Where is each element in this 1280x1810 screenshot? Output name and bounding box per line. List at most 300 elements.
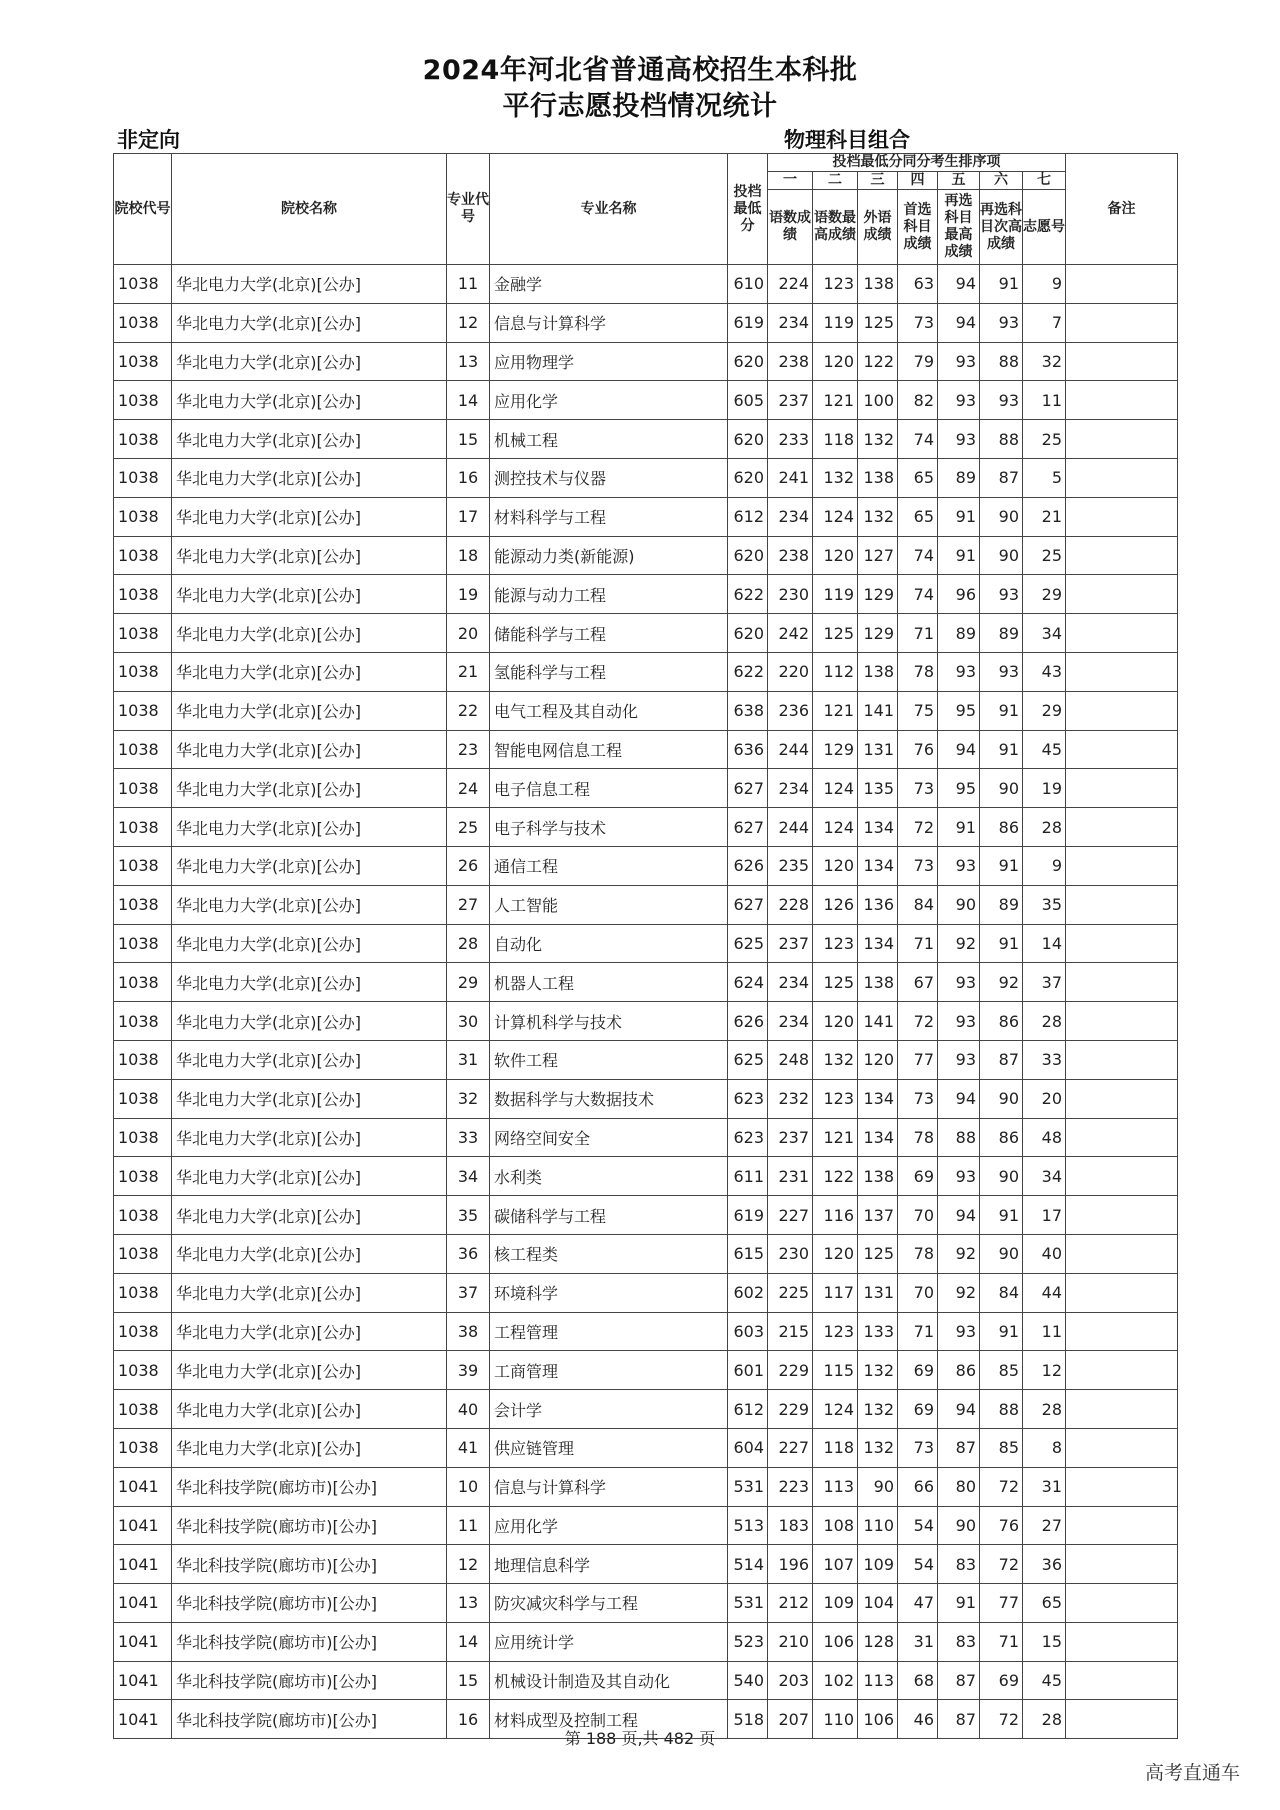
table-row xyxy=(114,808,1178,847)
cell-school-name: 华北电力大学(北京)[公办] xyxy=(172,808,447,847)
cell-school-name: 华北电力大学(北京)[公办] xyxy=(172,963,447,1002)
cell-choice-no: 28 xyxy=(1023,1390,1066,1429)
cell-score-2: 120 xyxy=(813,536,858,575)
cell-score-2: 123 xyxy=(813,924,858,963)
cell-score-4: 74 xyxy=(898,575,938,614)
cell-score-5: 89 xyxy=(938,458,980,497)
cell-score-1: 238 xyxy=(768,536,813,575)
cell-major-code: 28 xyxy=(447,924,490,963)
cell-major-name: 能源动力类(新能源) xyxy=(490,536,728,575)
cell-score-4: 77 xyxy=(898,1040,938,1079)
cell-score-3: 125 xyxy=(858,303,898,342)
cell-score-2: 106 xyxy=(813,1622,858,1661)
table-row xyxy=(114,1467,1178,1506)
cell-score-1: 237 xyxy=(768,381,813,420)
cell-note xyxy=(1066,1584,1178,1623)
cell-score-5: 91 xyxy=(938,536,980,575)
cell-score-1: 241 xyxy=(768,458,813,497)
cell-score-4: 74 xyxy=(898,536,938,575)
cell-major-name: 工程管理 xyxy=(490,1312,728,1351)
cell-major-code: 36 xyxy=(447,1234,490,1273)
cell-score-5: 91 xyxy=(938,497,980,536)
cell-score-6: 71 xyxy=(980,1622,1023,1661)
table-row xyxy=(114,1390,1178,1429)
cell-school-code: 1038 xyxy=(114,265,172,304)
cell-school-name: 华北电力大学(北京)[公办] xyxy=(172,1234,447,1273)
cell-note xyxy=(1066,614,1178,653)
cell-major-name: 电子科学与技术 xyxy=(490,808,728,847)
cell-score-2: 119 xyxy=(813,575,858,614)
cell-score-2: 108 xyxy=(813,1506,858,1545)
cell-score-6: 85 xyxy=(980,1428,1023,1467)
cell-note xyxy=(1066,420,1178,459)
cell-note xyxy=(1066,885,1178,924)
cell-score-3: 138 xyxy=(858,458,898,497)
cell-score-1: 234 xyxy=(768,1002,813,1041)
cell-major-name: 电气工程及其自动化 xyxy=(490,691,728,730)
cell-note xyxy=(1066,1390,1178,1429)
header-ordinal: 五 xyxy=(938,172,980,190)
cell-major-name: 工商管理 xyxy=(490,1351,728,1390)
cell-note xyxy=(1066,265,1178,304)
cell-note xyxy=(1066,769,1178,808)
cell-score-4: 46 xyxy=(898,1700,938,1739)
cell-score-5: 87 xyxy=(938,1661,980,1700)
cell-score-1: 207 xyxy=(768,1700,813,1739)
cell-score-5: 90 xyxy=(938,885,980,924)
cell-score-2: 118 xyxy=(813,420,858,459)
cell-school-code: 1038 xyxy=(114,1351,172,1390)
cell-note xyxy=(1066,497,1178,536)
header-ordinal: 二 xyxy=(813,172,858,190)
cell-min-score: 513 xyxy=(728,1506,768,1545)
cell-score-1: 231 xyxy=(768,1157,813,1196)
cell-score-4: 65 xyxy=(898,458,938,497)
cell-score-3: 134 xyxy=(858,924,898,963)
cell-score-2: 116 xyxy=(813,1196,858,1235)
cell-school-name: 华北电力大学(北京)[公办] xyxy=(172,691,447,730)
cell-note xyxy=(1066,963,1178,1002)
cell-school-name: 华北电力大学(北京)[公办] xyxy=(172,1040,447,1079)
cell-score-6: 91 xyxy=(980,846,1023,885)
cell-score-4: 84 xyxy=(898,885,938,924)
cell-score-3: 131 xyxy=(858,1273,898,1312)
cell-min-score: 623 xyxy=(728,1118,768,1157)
table-row xyxy=(114,614,1178,653)
cell-school-name: 华北科技学院(廊坊市)[公办] xyxy=(172,1467,447,1506)
cell-major-code: 32 xyxy=(447,1079,490,1118)
cell-min-score: 623 xyxy=(728,1079,768,1118)
table-row xyxy=(114,1273,1178,1312)
cell-score-1: 227 xyxy=(768,1428,813,1467)
cell-min-score: 603 xyxy=(728,1312,768,1351)
cell-score-1: 227 xyxy=(768,1196,813,1235)
cell-major-code: 23 xyxy=(447,730,490,769)
cell-score-2: 124 xyxy=(813,769,858,808)
cell-school-name: 华北科技学院(廊坊市)[公办] xyxy=(172,1584,447,1623)
cell-school-name: 华北电力大学(北京)[公办] xyxy=(172,924,447,963)
table-row xyxy=(114,1506,1178,1545)
cell-major-name: 信息与计算科学 xyxy=(490,1467,728,1506)
cell-score-1: 230 xyxy=(768,1234,813,1273)
cell-score-1: 232 xyxy=(768,1079,813,1118)
cell-note xyxy=(1066,652,1178,691)
cell-min-score: 636 xyxy=(728,730,768,769)
cell-score-3: 131 xyxy=(858,730,898,769)
cell-score-3: 132 xyxy=(858,420,898,459)
cell-score-1: 235 xyxy=(768,846,813,885)
cell-score-5: 94 xyxy=(938,730,980,769)
cell-score-1: 215 xyxy=(768,1312,813,1351)
cell-score-5: 90 xyxy=(938,1506,980,1545)
cell-note xyxy=(1066,1079,1178,1118)
cell-score-1: 236 xyxy=(768,691,813,730)
cell-choice-no: 12 xyxy=(1023,1351,1066,1390)
cell-major-code: 14 xyxy=(447,381,490,420)
cell-score-5: 91 xyxy=(938,1584,980,1623)
cell-score-4: 75 xyxy=(898,691,938,730)
cell-min-score: 626 xyxy=(728,846,768,885)
cell-score-1: 196 xyxy=(768,1545,813,1584)
cell-score-1: 210 xyxy=(768,1622,813,1661)
cell-score-6: 72 xyxy=(980,1545,1023,1584)
cell-score-5: 89 xyxy=(938,614,980,653)
cell-score-6: 69 xyxy=(980,1661,1023,1700)
cell-choice-no: 5 xyxy=(1023,458,1066,497)
cell-score-1: 229 xyxy=(768,1351,813,1390)
cell-min-score: 620 xyxy=(728,458,768,497)
table-row xyxy=(114,458,1178,497)
cell-major-name: 自动化 xyxy=(490,924,728,963)
cell-min-score: 531 xyxy=(728,1584,768,1623)
cell-score-6: 86 xyxy=(980,1118,1023,1157)
cell-school-code: 1038 xyxy=(114,1428,172,1467)
cell-score-3: 138 xyxy=(858,1157,898,1196)
cell-score-1: 237 xyxy=(768,924,813,963)
cell-score-5: 87 xyxy=(938,1428,980,1467)
table-row xyxy=(114,885,1178,924)
cell-major-name: 材料科学与工程 xyxy=(490,497,728,536)
cell-score-4: 66 xyxy=(898,1467,938,1506)
cell-choice-no: 36 xyxy=(1023,1545,1066,1584)
header-sort-item: 语数最高成绩 xyxy=(813,190,858,265)
cell-major-code: 15 xyxy=(447,420,490,459)
cell-score-3: 141 xyxy=(858,1002,898,1041)
cell-score-2: 115 xyxy=(813,1351,858,1390)
cell-score-1: 220 xyxy=(768,652,813,691)
cell-note xyxy=(1066,536,1178,575)
cell-score-1: 237 xyxy=(768,1118,813,1157)
table-row xyxy=(114,769,1178,808)
cell-score-1: 225 xyxy=(768,1273,813,1312)
cell-choice-no: 14 xyxy=(1023,924,1066,963)
cell-school-code: 1038 xyxy=(114,1273,172,1312)
cell-score-5: 96 xyxy=(938,575,980,614)
cell-score-2: 110 xyxy=(813,1700,858,1739)
cell-major-code: 35 xyxy=(447,1196,490,1235)
cell-score-1: 203 xyxy=(768,1661,813,1700)
cell-score-6: 88 xyxy=(980,1390,1023,1429)
cell-choice-no: 43 xyxy=(1023,652,1066,691)
cell-score-3: 106 xyxy=(858,1700,898,1739)
cell-major-name: 电子信息工程 xyxy=(490,769,728,808)
cell-score-6: 91 xyxy=(980,265,1023,304)
cell-score-6: 77 xyxy=(980,1584,1023,1623)
cell-school-code: 1038 xyxy=(114,1040,172,1079)
header-major-name: 专业名称 xyxy=(490,154,728,265)
header-note: 备注 xyxy=(1066,154,1178,265)
cell-major-name: 能源与动力工程 xyxy=(490,575,728,614)
cell-major-name: 数据科学与大数据技术 xyxy=(490,1079,728,1118)
cell-score-2: 109 xyxy=(813,1584,858,1623)
cell-choice-no: 37 xyxy=(1023,963,1066,1002)
cell-score-6: 91 xyxy=(980,1312,1023,1351)
cell-min-score: 625 xyxy=(728,924,768,963)
cell-choice-no: 28 xyxy=(1023,1700,1066,1739)
cell-score-4: 69 xyxy=(898,1157,938,1196)
cell-choice-no: 7 xyxy=(1023,303,1066,342)
cell-major-code: 11 xyxy=(447,265,490,304)
cell-school-code: 1038 xyxy=(114,575,172,614)
cell-score-4: 78 xyxy=(898,652,938,691)
cell-score-5: 83 xyxy=(938,1545,980,1584)
category-label: 非定向 xyxy=(117,128,180,152)
cell-score-3: 109 xyxy=(858,1545,898,1584)
table-row xyxy=(114,1079,1178,1118)
cell-score-4: 69 xyxy=(898,1390,938,1429)
cell-major-code: 38 xyxy=(447,1312,490,1351)
cell-score-3: 129 xyxy=(858,614,898,653)
cell-school-name: 华北科技学院(廊坊市)[公办] xyxy=(172,1700,447,1739)
cell-school-code: 1038 xyxy=(114,1118,172,1157)
cell-major-code: 12 xyxy=(447,303,490,342)
cell-school-name: 华北电力大学(北京)[公办] xyxy=(172,885,447,924)
cell-score-4: 67 xyxy=(898,963,938,1002)
cell-choice-no: 8 xyxy=(1023,1428,1066,1467)
cell-major-code: 19 xyxy=(447,575,490,614)
cell-min-score: 604 xyxy=(728,1428,768,1467)
cell-school-name: 华北电力大学(北京)[公办] xyxy=(172,846,447,885)
cell-score-6: 91 xyxy=(980,924,1023,963)
cell-score-3: 141 xyxy=(858,691,898,730)
cell-school-code: 1041 xyxy=(114,1506,172,1545)
cell-score-6: 89 xyxy=(980,614,1023,653)
cell-major-name: 环境科学 xyxy=(490,1273,728,1312)
cell-score-2: 125 xyxy=(813,963,858,1002)
cell-min-score: 624 xyxy=(728,963,768,1002)
cell-choice-no: 11 xyxy=(1023,1312,1066,1351)
page-number: 第 188 页,共 482 页 xyxy=(564,1729,716,1748)
cell-major-code: 12 xyxy=(447,1545,490,1584)
cell-score-4: 78 xyxy=(898,1118,938,1157)
cell-note xyxy=(1066,1506,1178,1545)
cell-major-code: 39 xyxy=(447,1351,490,1390)
cell-choice-no: 20 xyxy=(1023,1079,1066,1118)
cell-school-name: 华北科技学院(廊坊市)[公办] xyxy=(172,1545,447,1584)
cell-school-code: 1038 xyxy=(114,536,172,575)
cell-score-2: 121 xyxy=(813,381,858,420)
cell-note xyxy=(1066,1351,1178,1390)
table-row xyxy=(114,924,1178,963)
table-row xyxy=(114,1545,1178,1584)
header-sort-item: 语数成绩 xyxy=(768,190,813,265)
cell-score-2: 132 xyxy=(813,458,858,497)
cell-school-code: 1038 xyxy=(114,342,172,381)
cell-score-3: 132 xyxy=(858,1390,898,1429)
cell-school-code: 1038 xyxy=(114,808,172,847)
header-rank-group: 投档最低分同分考生排序项 xyxy=(768,154,1066,172)
cell-major-name: 地理信息科学 xyxy=(490,1545,728,1584)
cell-score-5: 93 xyxy=(938,1157,980,1196)
cell-major-name: 人工智能 xyxy=(490,885,728,924)
cell-choice-no: 29 xyxy=(1023,575,1066,614)
cell-score-4: 72 xyxy=(898,808,938,847)
cell-score-4: 73 xyxy=(898,769,938,808)
table-row xyxy=(114,420,1178,459)
cell-school-name: 华北电力大学(北京)[公办] xyxy=(172,265,447,304)
table-body xyxy=(114,265,1178,1739)
cell-major-name: 机械工程 xyxy=(490,420,728,459)
cell-school-name: 华北电力大学(北京)[公办] xyxy=(172,536,447,575)
cell-score-5: 86 xyxy=(938,1351,980,1390)
cell-school-code: 1038 xyxy=(114,614,172,653)
cell-major-code: 37 xyxy=(447,1273,490,1312)
table-row xyxy=(114,342,1178,381)
cell-score-2: 122 xyxy=(813,1157,858,1196)
cell-score-5: 94 xyxy=(938,265,980,304)
cell-note xyxy=(1066,808,1178,847)
cell-choice-no: 15 xyxy=(1023,1622,1066,1661)
cell-score-6: 84 xyxy=(980,1273,1023,1312)
cell-choice-no: 19 xyxy=(1023,769,1066,808)
cell-school-code: 1041 xyxy=(114,1467,172,1506)
table-row xyxy=(114,1622,1178,1661)
cell-min-score: 627 xyxy=(728,885,768,924)
cell-min-score: 540 xyxy=(728,1661,768,1700)
cell-major-code: 11 xyxy=(447,1506,490,1545)
cell-major-code: 21 xyxy=(447,652,490,691)
table-row xyxy=(114,1661,1178,1700)
cell-score-5: 92 xyxy=(938,1234,980,1273)
cell-score-1: 234 xyxy=(768,963,813,1002)
cell-score-3: 135 xyxy=(858,769,898,808)
cell-score-1: 244 xyxy=(768,730,813,769)
cell-score-3: 113 xyxy=(858,1661,898,1700)
cell-min-score: 619 xyxy=(728,1196,768,1235)
cell-score-5: 93 xyxy=(938,1040,980,1079)
cell-choice-no: 25 xyxy=(1023,420,1066,459)
cell-major-code: 22 xyxy=(447,691,490,730)
cell-choice-no: 35 xyxy=(1023,885,1066,924)
cell-score-6: 90 xyxy=(980,1234,1023,1273)
cell-score-3: 134 xyxy=(858,1118,898,1157)
cell-major-code: 13 xyxy=(447,342,490,381)
cell-major-name: 软件工程 xyxy=(490,1040,728,1079)
cell-score-6: 86 xyxy=(980,1002,1023,1041)
cell-school-name: 华北电力大学(北京)[公办] xyxy=(172,381,447,420)
cell-major-name: 水利类 xyxy=(490,1157,728,1196)
cell-school-name: 华北电力大学(北京)[公办] xyxy=(172,769,447,808)
cell-major-name: 核工程类 xyxy=(490,1234,728,1273)
cell-choice-no: 25 xyxy=(1023,536,1066,575)
cell-score-1: 238 xyxy=(768,342,813,381)
cell-school-name: 华北电力大学(北京)[公办] xyxy=(172,303,447,342)
cell-school-code: 1041 xyxy=(114,1661,172,1700)
cell-score-4: 65 xyxy=(898,497,938,536)
table-row xyxy=(114,1040,1178,1079)
cell-major-name: 会计学 xyxy=(490,1390,728,1429)
cell-min-score: 612 xyxy=(728,497,768,536)
cell-note xyxy=(1066,691,1178,730)
cell-school-name: 华北电力大学(北京)[公办] xyxy=(172,342,447,381)
cell-note xyxy=(1066,381,1178,420)
cell-school-name: 华北电力大学(北京)[公办] xyxy=(172,1351,447,1390)
cell-note xyxy=(1066,1273,1178,1312)
cell-school-name: 华北科技学院(廊坊市)[公办] xyxy=(172,1661,447,1700)
cell-score-1: 248 xyxy=(768,1040,813,1079)
header-sort-item: 再选科目次高成绩 xyxy=(980,190,1023,265)
cell-major-code: 10 xyxy=(447,1467,490,1506)
cell-note xyxy=(1066,1157,1178,1196)
table-row xyxy=(114,1234,1178,1273)
cell-choice-no: 45 xyxy=(1023,730,1066,769)
cell-min-score: 611 xyxy=(728,1157,768,1196)
cell-score-2: 120 xyxy=(813,342,858,381)
cell-choice-no: 65 xyxy=(1023,1584,1066,1623)
cell-score-6: 92 xyxy=(980,963,1023,1002)
cell-score-3: 129 xyxy=(858,575,898,614)
cell-min-score: 620 xyxy=(728,420,768,459)
cell-choice-no: 9 xyxy=(1023,846,1066,885)
cell-major-name: 应用物理学 xyxy=(490,342,728,381)
cell-score-2: 120 xyxy=(813,1002,858,1041)
cell-school-code: 1038 xyxy=(114,497,172,536)
cell-min-score: 619 xyxy=(728,303,768,342)
cell-min-score: 615 xyxy=(728,1234,768,1273)
cell-note xyxy=(1066,1622,1178,1661)
cell-score-4: 70 xyxy=(898,1196,938,1235)
cell-choice-no: 28 xyxy=(1023,1002,1066,1041)
table-row xyxy=(114,1312,1178,1351)
cell-score-5: 93 xyxy=(938,652,980,691)
cell-choice-no: 31 xyxy=(1023,1467,1066,1506)
cell-score-6: 90 xyxy=(980,1157,1023,1196)
cell-school-name: 华北电力大学(北京)[公办] xyxy=(172,1312,447,1351)
watermark-brand: 高考直通车 xyxy=(1144,1762,1240,1784)
cell-score-5: 93 xyxy=(938,846,980,885)
cell-score-2: 120 xyxy=(813,846,858,885)
cell-score-6: 72 xyxy=(980,1700,1023,1739)
cell-score-3: 100 xyxy=(858,381,898,420)
cell-choice-no: 34 xyxy=(1023,1157,1066,1196)
cell-note xyxy=(1066,342,1178,381)
cell-school-code: 1038 xyxy=(114,303,172,342)
cell-score-1: 233 xyxy=(768,420,813,459)
cell-score-4: 63 xyxy=(898,265,938,304)
cell-major-code: 40 xyxy=(447,1390,490,1429)
cell-note xyxy=(1066,1545,1178,1584)
table-row xyxy=(114,1118,1178,1157)
cell-major-code: 17 xyxy=(447,497,490,536)
header-ordinal: 四 xyxy=(898,172,938,190)
cell-min-score: 610 xyxy=(728,265,768,304)
cell-school-name: 华北科技学院(廊坊市)[公办] xyxy=(172,1622,447,1661)
cell-note xyxy=(1066,1467,1178,1506)
cell-score-3: 138 xyxy=(858,652,898,691)
cell-note xyxy=(1066,1234,1178,1273)
cell-score-6: 90 xyxy=(980,536,1023,575)
cell-major-code: 34 xyxy=(447,1157,490,1196)
